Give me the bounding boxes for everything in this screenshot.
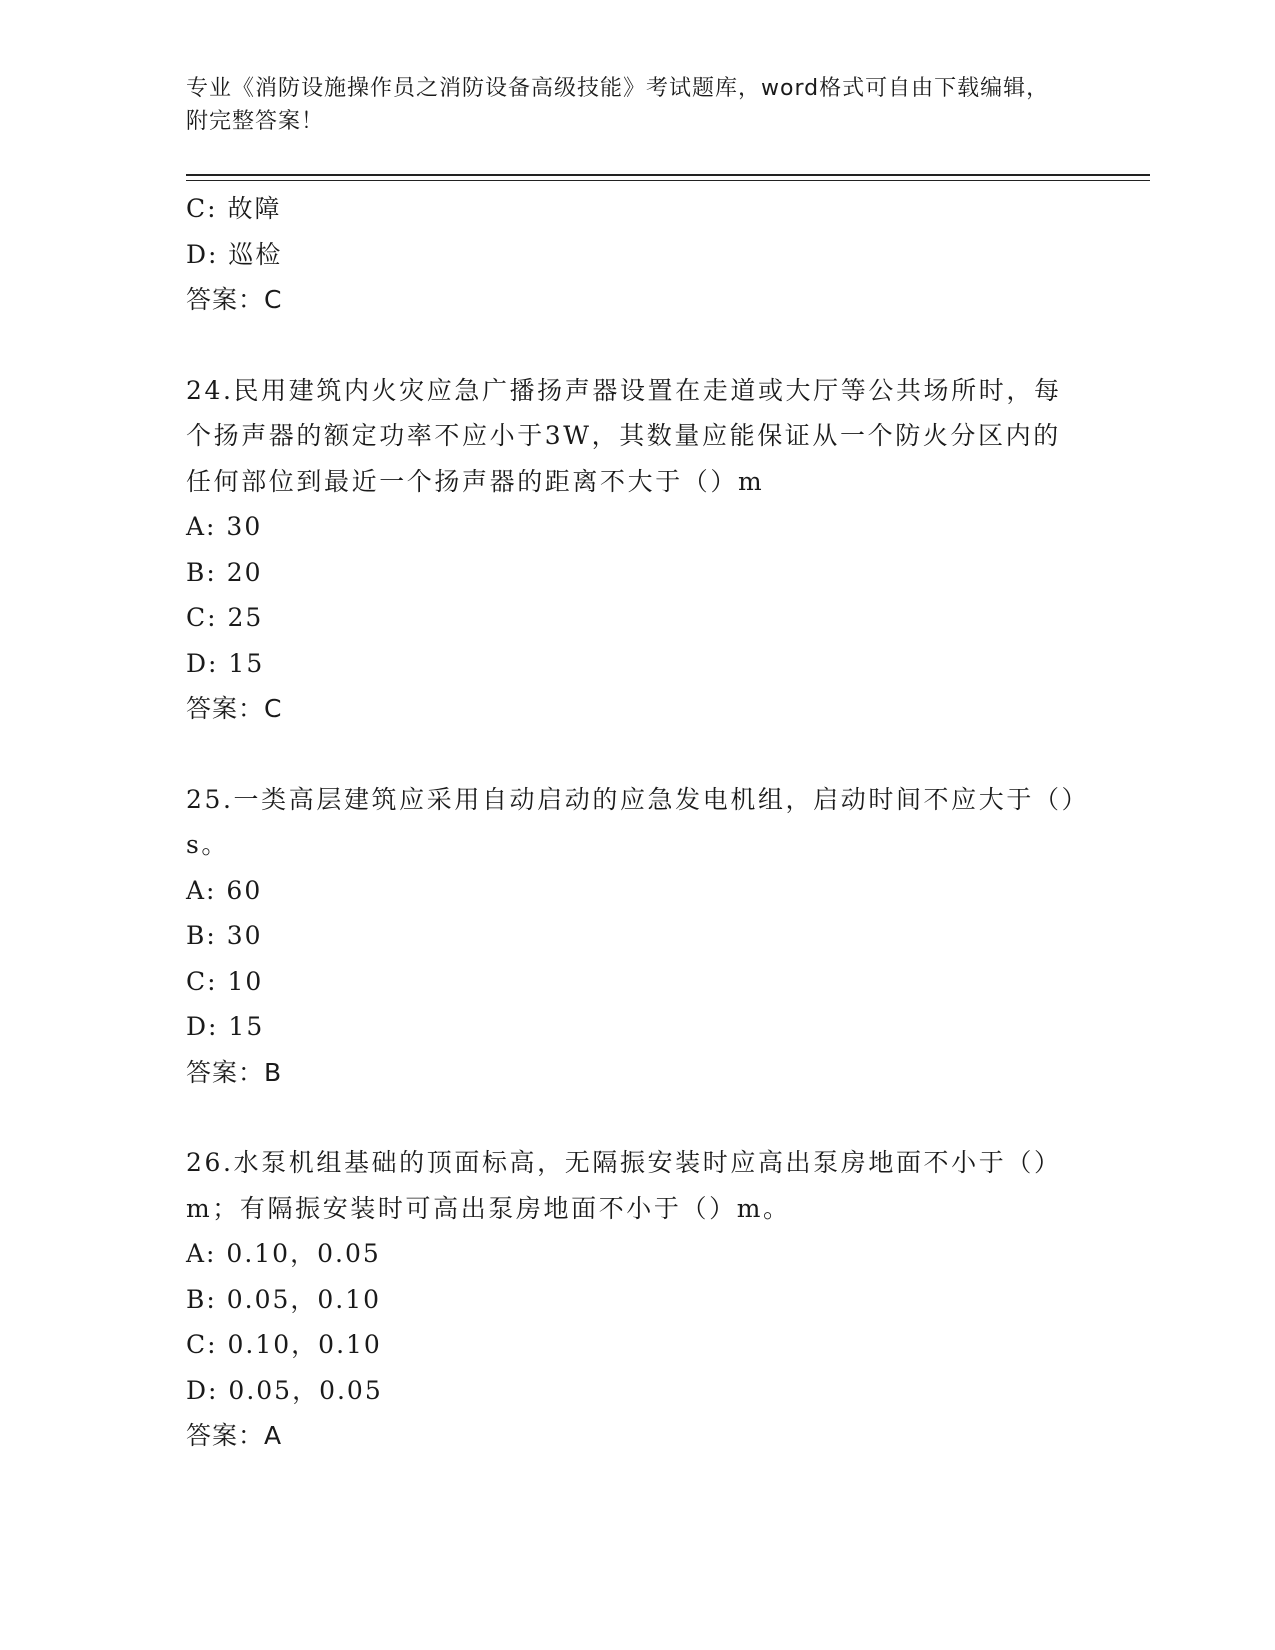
option-b: B: 0.05，0.10 — [186, 1284, 382, 1314]
question-26 — [186, 1140, 1086, 1459]
option-c: C: 10 — [186, 966, 264, 996]
option-c: C: 25 — [186, 603, 264, 632]
question-25 — [186, 777, 1086, 1096]
answer: 答案：A — [186, 1421, 283, 1450]
answer: 答案：B — [186, 1057, 283, 1087]
partial-question — [186, 186, 1086, 323]
question-stem: 26.水泵机组基础的顶面标高，无隔振安装时应高出泵房地面不小于（）m；有隔振安装时可高出泵房地面不小于（）m。 — [186, 1148, 1062, 1223]
option-a: A: 60 — [186, 875, 263, 905]
option-d: D: 15 — [186, 648, 265, 678]
option-c: C: 0.10，0.10 — [186, 1330, 382, 1359]
document-header: 专业《消防设施操作员之消防设备高级技能》考试题库，word格式可自由下载编辑，附完整答案！ — [186, 76, 1050, 134]
question-stem: 24.民用建筑内火灾应急广播扬声器设置在走道或大厅等公共场所时，每个扬声器的额定功率不应小于3W，其数量应能保证从一个防火分区内的任何部位到最近一个扬声器的距离不大于（）m — [186, 375, 1062, 496]
option-b: B: 30 — [186, 921, 263, 950]
question-list — [186, 186, 1086, 1459]
option-c: C: 故障 — [186, 194, 282, 223]
question-stem: 25.一类高层建筑应采用自动启动的应急发电机组，启动时间不应大于（）s。 — [186, 784, 1077, 859]
option-a: A: 0.10，0.05 — [186, 1239, 381, 1268]
answer: 答案：C — [186, 694, 283, 723]
header-rule-thin — [186, 180, 1150, 181]
option-b: B: 20 — [186, 557, 263, 587]
option-d: D: 巡检 — [186, 239, 283, 269]
header-rule-thick — [186, 174, 1150, 176]
answer: 答案：C — [186, 285, 283, 314]
option-d: D: 15 — [186, 1012, 265, 1041]
option-d: D: 0.05，0.05 — [186, 1375, 383, 1405]
question-24 — [186, 368, 1086, 732]
option-a: A: 30 — [186, 512, 263, 541]
